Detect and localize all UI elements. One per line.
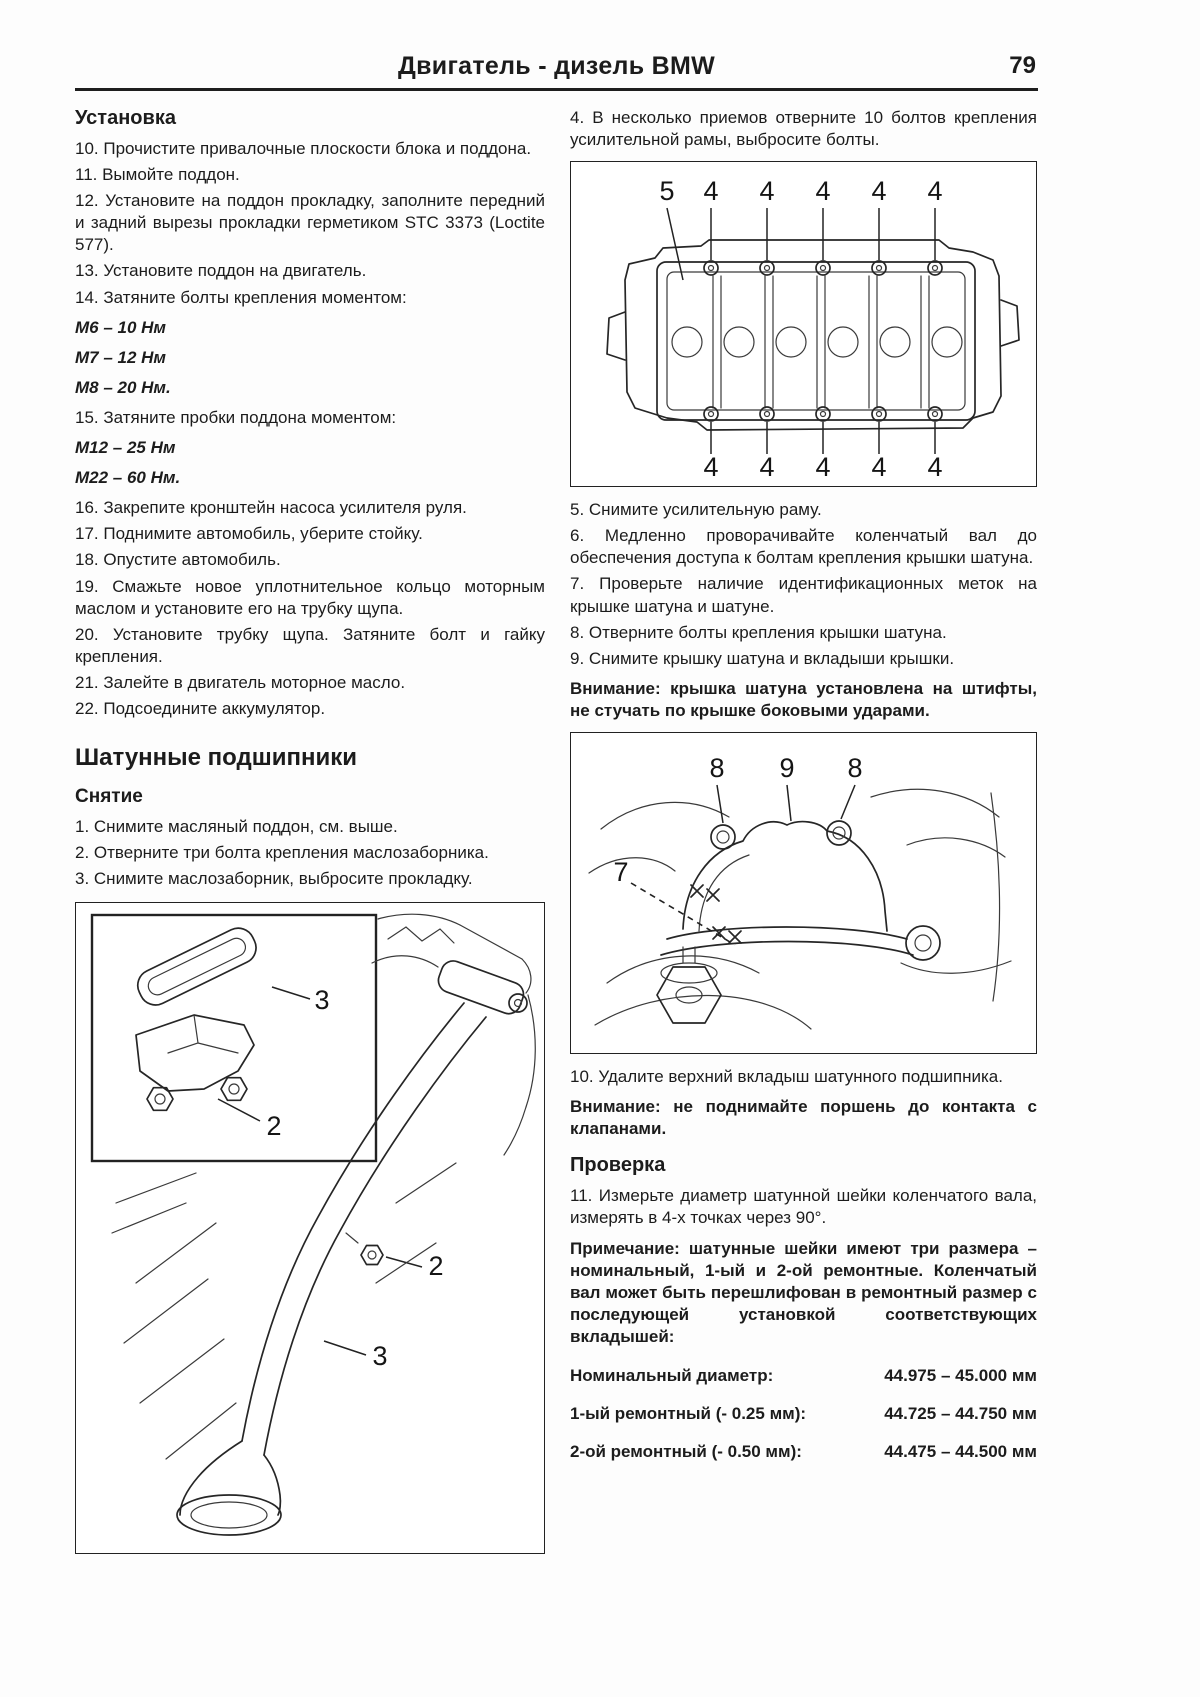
callout-bolt-8: 8 [709,753,725,784]
warning-cap-dowels: Внимание: крышка шатуна установлена на штифты, не стучать по крышке боковыми ударами. [570,678,1037,720]
callout-bolt-4: 4 [815,176,831,207]
step-13: 13. Установите поддон на двигатель. [75,261,367,281]
step-22: 22. Подсоедините аккумулятор. [75,698,326,718]
two-column-layout [75,107,1038,1554]
removal-step-2: 2. Отверните три болта крепления маслозаборника. [75,843,489,863]
step-6: 6. Медленно проворачивайте коленчатый вал до обеспечения доступа к болтам крепления крышки шатуна. [570,526,1037,568]
torque-m12: М12 – 25 Нм [75,438,176,458]
heading-rod-bearings: Шатунные подшипники [75,744,358,772]
step-10: 10. Прочистите привалочные плоскости блока и поддона. [75,139,532,158]
step-21: 21. Залейте в двигатель моторное масло. [75,672,406,692]
callout-bolts-2: 2 [266,1111,282,1142]
callout-frame-5: 5 [659,176,675,207]
figure-reinforcement-frame [570,161,1037,487]
warning-piston-valves: Внимание: не поднимайте поршень до контакта с клапанами. [570,1097,1037,1139]
right-column [570,107,1037,1554]
callout-bolt-4: 4 [703,452,719,483]
step-15: 15. Затяните пробки поддона моментом: [75,407,397,427]
torque-m7: М7 – 12 Нм [75,347,167,367]
page-title: Двигатель - дизель BMW [398,52,715,80]
left-column [75,107,545,1554]
callout-cap-9: 9 [779,753,795,784]
callout-bolt-4: 4 [759,176,775,207]
oil-pickup-illustration [76,903,542,1551]
step-20: 20. Установите трубку щупа. Затяните болт и гайку крепления. [75,624,545,666]
page-header [75,52,1038,91]
dimension-row-second-repair [570,1442,1037,1462]
step-10: 10. Удалите верхний вкладыш шатунного подшипника. [570,1067,1003,1087]
callout-bolt-4: 4 [815,452,831,483]
callout-bolt-4: 4 [927,176,943,207]
torque-m8: М8 – 20 Нм. [75,377,171,397]
reinforcement-frame-illustration [571,162,1034,484]
removal-step-1: 1. Снимите масляный поддон, см. выше. [75,817,398,837]
step-18: 18. Опустите автомобиль. [75,550,281,570]
callout-bolt-4: 4 [703,176,719,207]
step-7: 7. Проверьте наличие идентификационных меток на крышке шатуна и шатуне. [570,574,1037,616]
figure-oil-pickup [75,902,545,1554]
step-14: 14. Затяните болты крепления моментом: [75,287,407,307]
callout-bolt-4: 4 [871,176,887,207]
callout-bolt-4: 4 [927,452,943,483]
callout-marks-7: 7 [613,857,629,888]
rod-cap-illustration [571,733,1034,1051]
page-number: 79 [1009,52,1036,79]
dimension-label: Номинальный диаметр: [570,1365,774,1385]
callout-tube-bolt-2: 2 [428,1251,444,1282]
step-9: 9. Снимите крышку шатуна и вкладыши крышки. [570,648,955,668]
step-12: 12. Установите на поддон прокладку, заполните передний и задний вырезы прокладки герметиком STC 3373 (Loctite 577). [75,191,545,255]
dimension-label: 2-ой ремонтный (- 0.50 мм): [570,1441,802,1461]
step-4: 4. В несколько приемов отверните 10 болтов крепления усилительной рамы, выбросите болты. [570,108,1037,150]
heading-removal: Снятие [75,786,143,808]
callout-bolt-4: 4 [759,452,775,483]
heading-install: Установка [75,107,176,129]
heading-check: Проверка [570,1154,666,1177]
dimension-value: 44.475 – 44.500 мм [884,1441,1037,1461]
dimension-value: 44.725 – 44.750 мм [884,1403,1037,1423]
dimension-label: 1-ый ремонтный (- 0.25 мм): [570,1403,807,1423]
note-journal-sizes: Примечание: шатунные шейки имеют три размера – номинальный, 1-ый и 2-ой ремонтные. Коленчатый вал может быть перешлифован в ремонтный размер с последующей установкой соответствующих вкладышей: [570,1238,1037,1346]
step-8: 8. Отверните болты крепления крышки шатуна. [570,622,947,642]
step-5: 5. Снимите усилительную раму. [570,500,822,520]
callout-bolt-8: 8 [847,753,863,784]
removal-step-3: 3. Снимите маслозаборник, выбросите прокладку. [75,869,473,889]
callout-bolt-4: 4 [871,452,887,483]
figure-rod-cap [570,732,1037,1054]
dimension-value: 44.975 – 45.000 мм [884,1365,1037,1385]
step-11: 11. Вымойте поддон. [75,165,240,185]
step-17: 17. Поднимите автомобиль, уберите стойку. [75,524,423,544]
step-19: 19. Смажьте новое уплотнительное кольцо моторным маслом и установите его на трубку щупа. [75,576,545,618]
dimension-row-nominal [570,1366,1037,1386]
callout-gasket-3: 3 [314,985,330,1016]
dimension-row-first-repair [570,1404,1037,1424]
callout-tube-3: 3 [372,1341,388,1372]
torque-m22: М22 – 60 Нм. [75,468,181,488]
torque-m6: М6 – 10 Нм [75,317,167,337]
step-11: 11. Измерьте диаметр шатунной шейки коленчатого вала, измерять в 4-х точках через 90°. [570,1186,1037,1228]
step-16: 16. Закрепите кронштейн насоса усилителя руля. [75,498,467,518]
